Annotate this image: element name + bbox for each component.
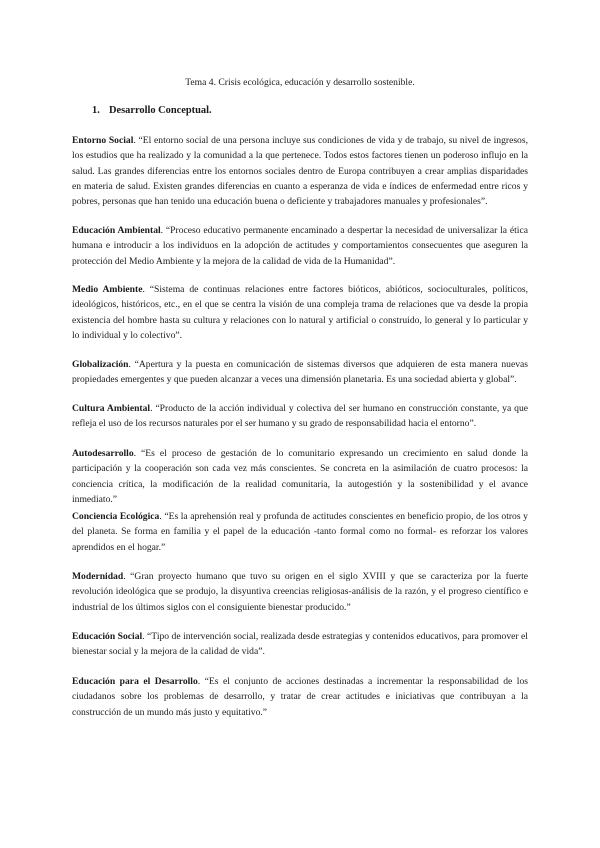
definition-text: . “El entorno social de una persona incluye sus condiciones de vida y de trabajo, su nivel de ingresos, los estudios que ha realizado y la comunidad a la que pertenece. Todos estos factores tienen un poderoso influjo en la salud. Las grandes diferencias entre los entornos sociales dentro de Europa contribuyen a crear amplias disparidades en materia de salud. Existen grandes diferencias en cuanto a esperanza de vida e índices de enfermedad entre ricos y pobres, personas que han tenido una educación buena o deficiente y trabajadores manuales y profesionales”. (72, 135, 528, 208)
definition-autodesarrollo (72, 446, 528, 507)
definition-term: Educación Social (72, 631, 143, 642)
definition-text: . “Apertura y la puesta en comunicación de sistemas diversos que adquieren de esta manera nuevas propiedades emergentes y que pueden alcanzar a veces una dimensión planetaria. Es una sociedad abierta y global”. (72, 359, 528, 386)
definition-cultura-ambiental (72, 401, 528, 432)
definition-text: . “Proceso educativo permanente encaminado a despertar la necesidad de universalizar la ética humana e introducir a los individuos en la adopción de actitudes y comportamientos consecuentes que aseguren la protección del Medio Ambiente y la mejora de la calidad de vida de la Humanidad”. (72, 225, 528, 267)
definition-text: . “Es la aprehensión real y profunda de actitudes conscientes en beneficio propio, de los otros y del planeta. Se forma en familia y el papel de la educación -tanto formal como no formal- es reforzar los valores aprendidos en el hogar.” (72, 511, 528, 553)
definition-term: Conciencia Ecológica (72, 511, 160, 522)
section-title: Desarrollo Conceptual. (109, 105, 212, 116)
definition-term: Medio Ambiente (72, 284, 143, 295)
definition-text: . “Es el conjunto de acciones destinadas a incrementar la responsabilidad de los ciudadanos sobre los problemas de desarrollo, y tratar de crear actitudes e iniciativas que contribuyan a la construcción de un mundo más justo y equitativo.” (72, 676, 528, 718)
section-heading (92, 104, 212, 117)
definition-medio-ambiente (72, 282, 528, 343)
definition-term: Autodesarrollo (72, 448, 134, 459)
definition-term: Educación para el Desarrollo (72, 676, 198, 687)
definition-text: . “Producto de la acción individual y colectiva del ser humano en construcción constante, ya que refleja el uso de los recursos naturales por el ser humano y su grado de responsabilidad hacia el entorno”. (72, 403, 528, 430)
definition-entorno-social (72, 133, 528, 209)
definition-educacion-ambiental (72, 223, 528, 269)
section-number: 1. (92, 105, 100, 116)
document-title: Tema 4. Crisis ecológica, educación y desarrollo sostenible. (185, 77, 415, 88)
definition-term: Educación Ambiental (72, 225, 161, 236)
definition-term: Entorno Social (72, 135, 134, 146)
definition-term: Modernidad (72, 571, 124, 582)
definition-globalizacion (72, 357, 528, 388)
definition-text: . “Sistema de continuas relaciones entre factores bióticos, abióticos, socioculturales, políticos, ideológicos, históricos, etc., en el que se centra la visión de una compleja trama de relaciones que va desde la propia existencia del hombre hasta su cultura y relaciones con lo natural y artificial o construido, lo general y lo particular y lo individual y lo colectivo”. (72, 284, 528, 341)
definition-educacion-social (72, 629, 528, 660)
definition-modernidad (72, 569, 528, 615)
definition-text: . “Gran proyecto humano que tuvo su origen en el siglo XVIII y que se caracteriza por la fuerte revolución ideológica que se produjo, la disyuntiva creencias religiosas-análisis de la razón, y el progreso científico e industrial de los últimos siglos con el consiguiente bienestar producido.” (72, 571, 528, 613)
definition-conciencia-ecologica (72, 509, 528, 555)
definition-educacion-para-el-desarrollo (72, 674, 528, 720)
definition-text: . “Tipo de intervención social, realizada desde estrategias y contenidos educativos, para promover el bienestar social y la mejora de la calidad de vida”. (72, 631, 528, 658)
definition-term: Globalización (72, 359, 129, 370)
definition-term: Cultura Ambiental (72, 403, 151, 414)
definition-text: . “Es el proceso de gestación de lo comunitario expresando un crecimiento en salud donde la participación y la cooperación son cada vez más conscientes. Se concreta en la asimilación de cuatro procesos: la conciencia crítica, la modificación de la realidad comunitaria, la autogestión y la sostenibilidad y el avance inmediato.” (72, 448, 528, 505)
